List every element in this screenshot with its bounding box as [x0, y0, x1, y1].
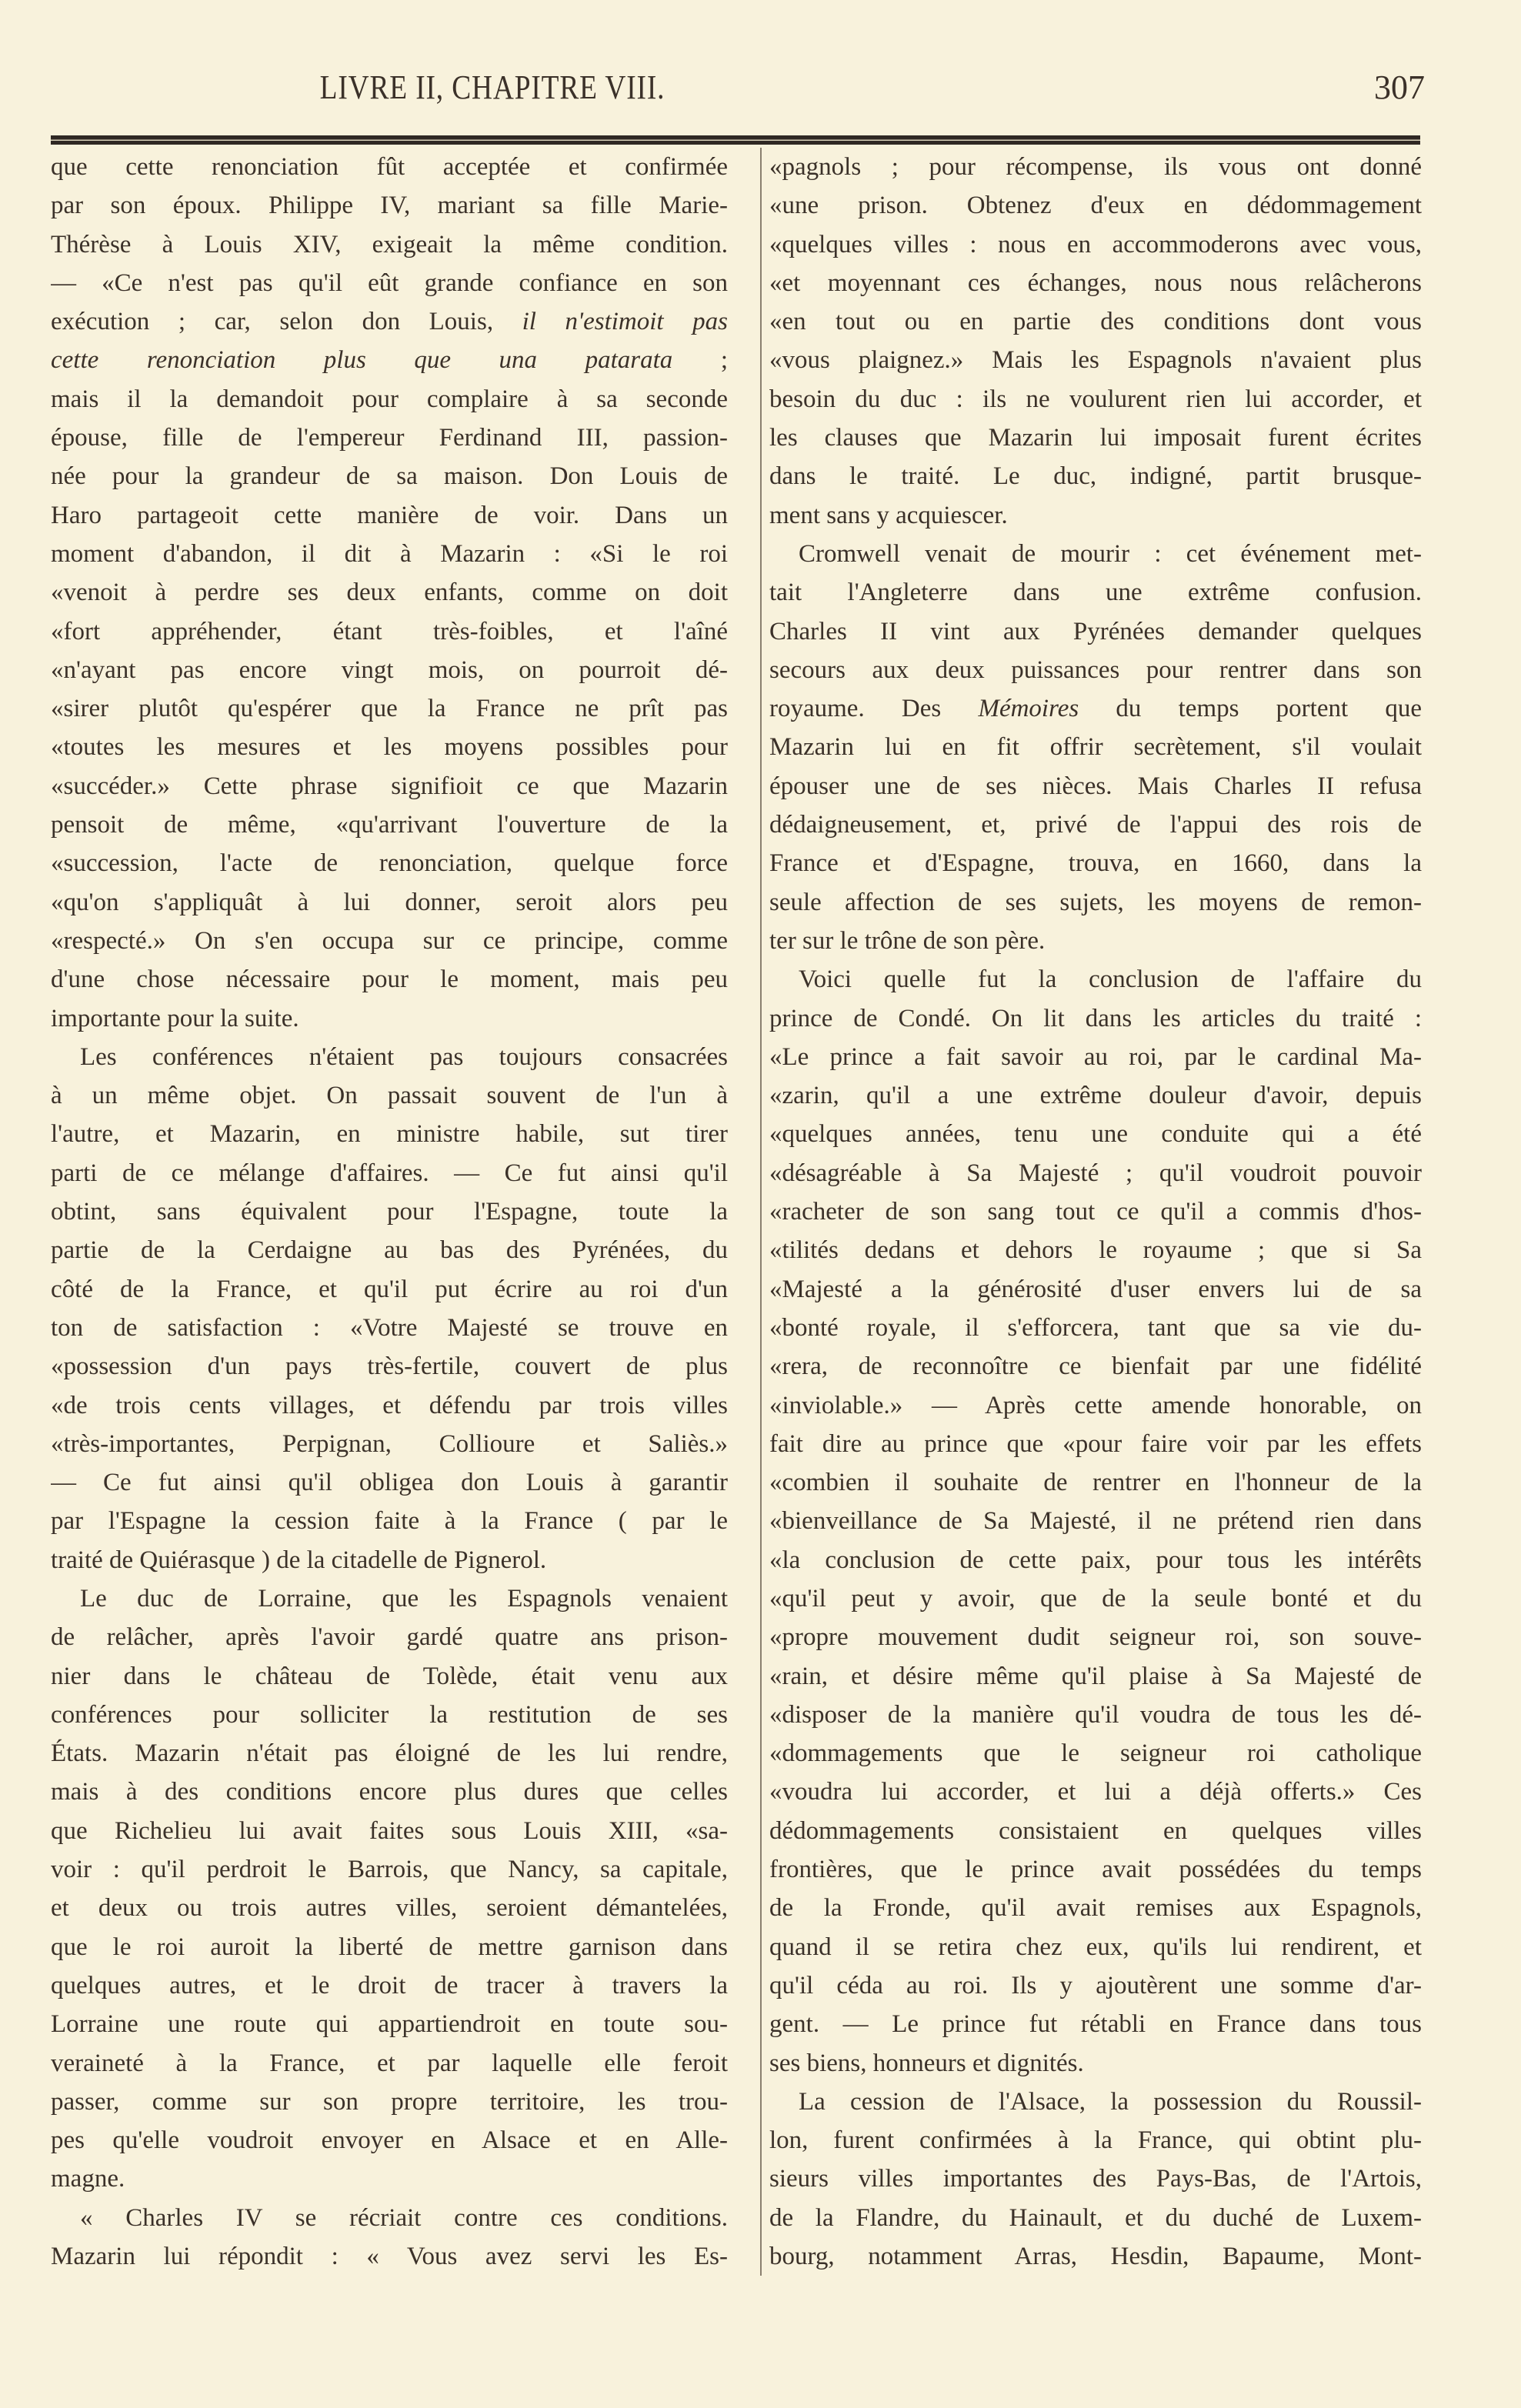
text-line: [769, 341, 1422, 379]
text-segment: de relâcher, après l'avoir gardé quatre ans prison-: [51, 1623, 728, 1652]
text-segment: «racheter de son sang tout ce qu'il a commis d'hos-: [769, 1198, 1422, 1226]
text-segment: France et d'Espagne, trouva, en 1660, dans la: [769, 849, 1422, 878]
text-line: [51, 1076, 728, 1115]
text-line: [769, 1115, 1422, 1153]
text-segment: «la conclusion de cette paix, pour tous les intérêts: [769, 1546, 1422, 1574]
text-line: [51, 844, 728, 882]
text-segment: «zarin, qu'il a une extrême douleur d'avoir, depuis: [769, 1082, 1422, 1110]
text-segment: pensoit de même, «qu'arrivant l'ouverture de la: [51, 811, 728, 839]
text-line: [51, 1850, 728, 1889]
text-line: [769, 1889, 1422, 1927]
text-segment: quelques autres, et le droit de tracer à travers la: [51, 1971, 728, 1999]
text-line: [51, 728, 728, 766]
text-line: [51, 380, 728, 419]
italic-text: il n'estimoit pas: [522, 308, 728, 336]
text-segment: Cromwell venait de mourir : cet événement met-: [799, 539, 1422, 568]
text-line: [51, 1309, 728, 1347]
text-line: [769, 922, 1422, 960]
text-line: [51, 1231, 728, 1269]
text-segment: «inviolable.» — Après cette amende honorable, on: [769, 1391, 1422, 1419]
text-segment: «venoit à perdre ses deux enfants, comme on doit: [51, 579, 728, 607]
text-segment: côté de la France, et qu'il put écrire au roi d'un: [51, 1275, 728, 1303]
text-line: [51, 2083, 728, 2121]
text-segment: «rain, et désire même qu'il plaise à Sa Majesté de: [769, 1662, 1422, 1690]
text-line: [51, 2005, 728, 2043]
text-line: [51, 186, 728, 225]
text-line: [51, 457, 728, 495]
text-line: [769, 419, 1422, 457]
text-line: [769, 457, 1422, 495]
text-line: [51, 1347, 728, 1386]
text-line: [769, 1734, 1422, 1773]
text-segment: fait dire au prince que «pour faire voir par les effets: [769, 1429, 1422, 1458]
text-line: [51, 419, 728, 457]
text-segment: dans le traité. Le duc, indigné, partit brusque-: [769, 462, 1422, 491]
text-segment: frontières, que le prince avait possédées du temps: [769, 1856, 1422, 1884]
text-segment: «pagnols ; pour récompense, ils vous ont donné: [769, 153, 1422, 181]
text-segment: quand il se retira chez eux, qu'ils lui rendirent, et: [769, 1933, 1422, 1961]
text-segment: seule affection de ses sujets, les moyens de remon-: [769, 888, 1422, 916]
text-line: [769, 1463, 1422, 1502]
text-segment: traité de Quiérasque ) de la citadelle de Pignerol.: [51, 1546, 547, 1574]
text-segment: partie de la Cerdaigne au bas des Pyrénées, du: [51, 1236, 728, 1265]
text-segment: «très-importantes, Perpignan, Collioure et Saliès.»: [51, 1429, 728, 1458]
text-line: [769, 1309, 1422, 1347]
text-segment: sieurs villes importantes des Pays-Bas, de l'Artois,: [769, 2165, 1422, 2193]
text-line: [769, 2237, 1422, 2276]
text-line: [51, 1812, 728, 1850]
text-segment: et deux ou trois autres villes, seroient démantelées,: [51, 1894, 728, 1923]
text-segment: «succession, l'acte de renonciation, quelque force: [51, 849, 728, 878]
text-line: [769, 2005, 1422, 2043]
text-segment: «tilités dedans et dehors le royaume ; que si Sa: [769, 1236, 1422, 1265]
text-line: [769, 1076, 1422, 1115]
text-line: [51, 1773, 728, 1811]
text-line: [769, 844, 1422, 882]
text-line: [51, 689, 728, 728]
text-segment: «toutes les mesures et les moyens possibles pour: [51, 733, 728, 762]
text-line: [769, 2199, 1422, 2237]
text-line: [51, 960, 728, 999]
text-line: [51, 1192, 728, 1231]
text-line: [769, 728, 1422, 766]
text-line: [769, 689, 1422, 728]
text-line: [769, 1038, 1422, 1076]
text-line: [769, 1618, 1422, 1656]
text-line: [769, 1425, 1422, 1463]
text-segment: importante pour la suite.: [51, 1004, 299, 1032]
text-segment: «et moyennant ces échanges, nous nous relâcherons: [769, 268, 1422, 297]
text-line: [51, 1696, 728, 1734]
text-segment: besoin du duc : ils ne voulurent rien lui accorder, et: [769, 385, 1422, 413]
text-segment: «Majesté a la générosité d'user envers lui de sa: [769, 1275, 1422, 1303]
text-segment: ses biens, honneurs et dignités.: [769, 2049, 1084, 2077]
text-line: [51, 922, 728, 960]
text-segment: «de trois cents villages, et défendu par trois villes: [51, 1391, 728, 1419]
text-line: [51, 2199, 728, 2237]
text-segment: «succéder.» Cette phrase signifioit ce que Mazarin: [51, 772, 728, 800]
running-header: [0, 68, 1521, 122]
text-segment: née pour la grandeur de sa maison. Don Louis de: [51, 462, 728, 491]
text-segment: «combien il souhaite de rentrer en l'honneur de la: [769, 1469, 1422, 1497]
text-segment: «désagréable à Sa Majesté ; qu'il voudroit pouvoir: [769, 1159, 1422, 1187]
text-line: [51, 535, 728, 573]
text-line: [769, 1347, 1422, 1386]
text-segment: royaume. Des: [769, 695, 979, 723]
text-line: [769, 960, 1422, 999]
text-segment: gent. — Le prince fut rétabli en France dans tous: [769, 2010, 1422, 2039]
text-line: [769, 1541, 1422, 1579]
text-segment: ton de satisfaction : «Votre Majesté se trouve en: [51, 1313, 728, 1342]
text-line: [51, 1734, 728, 1773]
text-segment: Haro partageoit cette manière de voir. Dans un: [51, 501, 728, 529]
text-line: [769, 535, 1422, 573]
text-segment: mais à des conditions encore plus dures que celles: [51, 1778, 728, 1806]
text-segment: Lorraine une route qui appartiendroit en toute sou-: [51, 2010, 728, 2039]
text-segment: l'autre, et Mazarin, en ministre habile, sut tirer: [51, 1120, 728, 1149]
text-line: [769, 767, 1422, 805]
text-line: [769, 2083, 1422, 2121]
text-line: [51, 1657, 728, 1696]
text-line: [769, 2121, 1422, 2160]
text-segment: «dommagements que le seigneur roi catholique: [769, 1739, 1422, 1768]
text-segment: « Charles IV se récriait contre ces conditions.: [80, 2203, 728, 2232]
text-line: [51, 302, 728, 341]
text-line: [51, 2044, 728, 2083]
text-line: [51, 1889, 728, 1927]
text-line: [51, 651, 728, 689]
text-line: [51, 341, 728, 379]
text-line: [769, 1154, 1422, 1192]
text-segment: bourg, notamment Arras, Hesdin, Bapaume, Mont-: [769, 2243, 1422, 2271]
text-segment: secours aux deux puissances pour rentrer dans son: [769, 655, 1422, 684]
text-line: [769, 225, 1422, 264]
text-line: [769, 1812, 1422, 1850]
text-line: [769, 999, 1422, 1038]
text-line: [51, 1463, 728, 1502]
text-segment: Thérèse à Louis XIV, exigeait la même condition.: [51, 230, 728, 258]
text-segment: du temps portent que: [1079, 695, 1422, 723]
text-line: [769, 148, 1422, 186]
text-line: [51, 1038, 728, 1076]
header-rule: [51, 135, 1420, 145]
text-line: [51, 1425, 728, 1463]
text-segment: dédaigneusement, et, privé de l'appui des rois de: [769, 811, 1422, 839]
text-segment: exécution ; car, selon don Louis,: [51, 308, 522, 336]
italic-text: Mémoires: [978, 695, 1079, 723]
text-line: [51, 573, 728, 612]
text-line: [769, 883, 1422, 922]
text-segment: Voici quelle fut la conclusion de l'affaire du: [799, 966, 1422, 994]
text-line: [51, 2121, 728, 2160]
text-segment: tait l'Angleterre dans une extrême confusion.: [769, 579, 1422, 607]
text-segment: «en tout ou en partie des conditions dont vous: [769, 308, 1422, 336]
text-segment: que le roi auroit la liberté de mettre garnison dans: [51, 1933, 728, 1961]
text-line: [51, 883, 728, 922]
text-segment: — «Ce n'est pas qu'il eût grande confiance en son: [51, 268, 728, 297]
text-segment: les clauses que Mazarin lui imposait furent écrites: [769, 424, 1422, 452]
text-segment: «voudra lui accorder, et lui a déjà offerts.» Ces: [769, 1778, 1422, 1806]
italic-text: cette renonciation plus que una patarata: [51, 346, 673, 375]
text-line: [769, 1579, 1422, 1618]
text-segment: qu'il céda au roi. Ils y ajoutèrent une somme d'ar-: [769, 1971, 1422, 1999]
text-line: [769, 612, 1422, 651]
text-segment: épouse, fille de l'empereur Ferdinand III, passion-: [51, 424, 728, 452]
running-title: LIVRE II, CHAPITRE VIII.: [319, 68, 665, 106]
text-segment: «respecté.» On s'en occupa sur ce principe, comme: [51, 926, 728, 955]
text-segment: États. Mazarin n'était pas éloigné de les lui rendre,: [51, 1739, 728, 1768]
text-segment: «possession d'un pays très-fertile, couvert de plus: [51, 1352, 728, 1381]
text-segment: «qu'il peut y avoir, que de la seule bonté et du: [769, 1584, 1422, 1613]
text-segment: «propre mouvement dudit seigneur roi, son souve-: [769, 1623, 1422, 1652]
text-line: [51, 999, 728, 1038]
text-line: [51, 1928, 728, 1966]
text-line: [769, 380, 1422, 419]
text-segment: prince de Condé. On lit dans les articles du traité :: [769, 1004, 1422, 1032]
text-segment: Les conférences n'étaient pas toujours consacrées: [80, 1042, 728, 1071]
text-segment: «bienveillance de Sa Majesté, il ne prétend rien dans: [769, 1507, 1422, 1536]
text-line: [769, 1928, 1422, 1966]
text-segment: «rera, de reconnoître ce bienfait par une fidélité: [769, 1352, 1422, 1381]
text-line: [51, 496, 728, 535]
text-line: [51, 225, 728, 264]
text-segment: que Richelieu lui avait faites sous Louis XIII, «sa-: [51, 1816, 728, 1845]
text-segment: nier dans le château de Tolède, était venu aux: [51, 1662, 728, 1690]
text-line: [769, 264, 1422, 302]
text-segment: Le duc de Lorraine, que les Espagnols venaient: [80, 1584, 728, 1613]
text-segment: «qu'on s'appliquât à lui donner, seroit alors peu: [51, 888, 728, 916]
text-segment: dédommagements consistaient en quelques villes: [769, 1816, 1422, 1845]
text-line: [769, 573, 1422, 612]
text-segment: «disposer de la manière qu'il voudra de tous les dé-: [769, 1700, 1422, 1729]
text-line: [51, 1502, 728, 1540]
text-line: [51, 2237, 728, 2276]
text-segment: ment sans y acquiescer.: [769, 501, 1008, 529]
text-line: [51, 1541, 728, 1579]
text-segment: «sirer plutôt qu'espérer que la France ne prît pas: [51, 695, 728, 723]
page-number: 307: [1374, 68, 1425, 106]
text-segment: «fort appréhender, étant très-foibles, et l'aîné: [51, 617, 728, 645]
text-segment: «quelques villes : nous en accommoderons avec vous,: [769, 230, 1422, 258]
text-segment: que cette renonciation fût acceptée et confirmée: [51, 153, 728, 181]
text-line: [51, 1154, 728, 1192]
text-line: [51, 1115, 728, 1153]
text-line: [769, 302, 1422, 341]
text-line: [769, 1773, 1422, 1811]
text-segment: de la Flandre, du Hainault, et du duché de Luxem-: [769, 2203, 1422, 2232]
text-line: [769, 1231, 1422, 1269]
text-line: [51, 1270, 728, 1309]
text-line: [51, 148, 728, 186]
text-segment: «bonté royale, il s'efforcera, tant que sa vie du-: [769, 1313, 1422, 1342]
text-segment: Charles II vint aux Pyrénées demander quelques: [769, 617, 1422, 645]
text-line: [51, 1386, 728, 1425]
text-segment: pes qu'elle voudroit envoyer en Alsace et en Alle-: [51, 2126, 728, 2155]
text-line: [769, 1850, 1422, 1889]
text-line: [769, 805, 1422, 844]
text-segment: «quelques années, tenu une conduite qui a été: [769, 1120, 1422, 1149]
text-segment: ;: [672, 346, 728, 375]
text-segment: veraineté à la France, et par laquelle elle feroit: [51, 2049, 728, 2077]
text-line: [51, 767, 728, 805]
text-segment: mais il la demandoit pour complaire à sa seconde: [51, 385, 728, 413]
text-segment: «vous plaignez.» Mais les Espagnols n'avaient plus: [769, 346, 1422, 375]
text-segment: — Ce fut ainsi qu'il obligea don Louis à garantir: [51, 1469, 728, 1497]
text-segment: moment d'abandon, il dit à Mazarin : «Si le roi: [51, 539, 728, 568]
text-line: [769, 186, 1422, 225]
text-segment: ter sur le trône de son père.: [769, 926, 1046, 955]
text-segment: de la Fronde, qu'il avait remises aux Espagnols,: [769, 1894, 1422, 1923]
text-line: [769, 1192, 1422, 1231]
text-line: [769, 1502, 1422, 1540]
text-segment: Mazarin lui en fit offrir secrètement, s'il voulait: [769, 733, 1422, 762]
text-segment: parti de ce mélange d'affaires. — Ce fut ainsi qu'il: [51, 1159, 728, 1187]
text-line: [769, 2044, 1422, 2083]
text-segment: épouser une de ses nièces. Mais Charles II refusa: [769, 772, 1422, 800]
text-line: [51, 1618, 728, 1656]
right-column: [760, 148, 1422, 2276]
text-line: [51, 264, 728, 302]
text-line: [51, 2160, 728, 2198]
text-segment: La cession de l'Alsace, la possession du Roussil-: [799, 2087, 1422, 2116]
text-line: [769, 2160, 1422, 2198]
text-segment: lon, furent confirmées à la France, qui obtint plu-: [769, 2126, 1422, 2155]
text-segment: par son époux. Philippe IV, mariant sa fille Marie-: [51, 192, 728, 220]
text-segment: conférences pour solliciter la restitution de ses: [51, 1700, 728, 1729]
text-line: [51, 1579, 728, 1618]
text-line: [769, 1696, 1422, 1734]
text-line: [769, 1657, 1422, 1696]
text-segment: à un même objet. On passait souvent de l'un à: [51, 1082, 728, 1110]
text-segment: passer, comme sur son propre territoire, les trou-: [51, 2087, 728, 2116]
text-line: [51, 805, 728, 844]
text-line: [769, 496, 1422, 535]
text-line: [769, 651, 1422, 689]
text-segment: «Le prince a fait savoir au roi, par le cardinal Ma-: [769, 1042, 1422, 1071]
text-segment: «n'ayant pas encore vingt mois, on pourroit dé-: [51, 655, 728, 684]
text-line: [51, 612, 728, 651]
text-line: [769, 1270, 1422, 1309]
text-line: [769, 1386, 1422, 1425]
text-segment: d'une chose nécessaire pour le moment, mais peu: [51, 966, 728, 994]
text-segment: Mazarin lui répondit : « Vous avez servi les Es-: [51, 2243, 728, 2271]
text-segment: «une prison. Obtenez d'eux en dédommagement: [769, 192, 1422, 220]
text-segment: voir : qu'il perdroit le Barrois, que Nancy, sa capitale,: [51, 1856, 728, 1884]
text-segment: magne.: [51, 2165, 125, 2193]
left-column: [51, 148, 728, 2276]
text-segment: par l'Espagne la cession faite à la France ( par le: [51, 1507, 728, 1536]
text-line: [769, 1966, 1422, 2005]
text-segment: obtint, sans équivalent pour l'Espagne, toute la: [51, 1198, 728, 1226]
text-line: [51, 1966, 728, 2005]
